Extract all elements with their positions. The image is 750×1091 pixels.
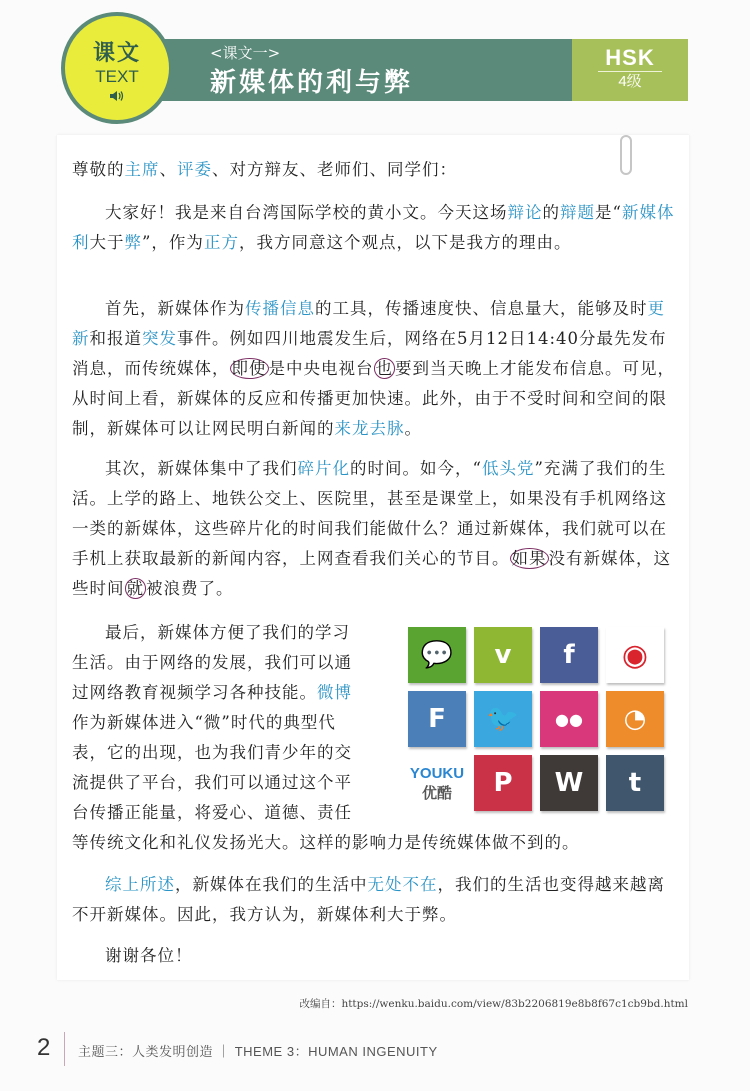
text-run: 被浪费了。: [146, 579, 234, 598]
text-run: ，新媒体在我们的生活中: [175, 875, 368, 894]
text-run: ”充满了我们的生活。上学的路上、地铁公交上、医院里，甚至是课堂上，如果没有手机网络这一类的新媒体，这些碎片化的时间我们能做什么？通过新媒体，我们就可以在手机上获取最新的新闻内容，上网查看我们关心的节目。: [72, 459, 667, 568]
closing: [72, 941, 680, 971]
text-run: 、对方辩友、老师们、同学们：: [212, 160, 457, 179]
grammar-word: 如果: [511, 549, 547, 568]
social-media-logos: [408, 627, 664, 813]
text-run: 生活。由于网络的发展，我们可以通: [72, 653, 352, 672]
text-run: 事件。例如四川地震发生后，网络在5月12日14:40分最先发布消息，而传统媒体，: [72, 329, 667, 378]
vocab-word: 新媒体利: [72, 203, 675, 252]
youku-cn-text: 优酷: [421, 785, 452, 802]
vocab-word: 微博: [317, 683, 352, 702]
vocab-word: 弊: [124, 233, 142, 252]
hsk-level-box: [572, 39, 688, 101]
text-run: 尊敬的: [72, 160, 125, 179]
vocab-word: 评委: [177, 160, 212, 179]
vocab-word: 正方: [203, 233, 239, 252]
text-run: 是中央电视台: [268, 359, 374, 378]
vocab-word: 传播信息: [245, 299, 315, 318]
paragraph-2-wrap: [72, 294, 680, 444]
vocab-word: 辩题: [560, 203, 595, 222]
text-run: 大家好！我是来自台湾国际学校的黄小文。今天这场: [105, 203, 508, 222]
vocab-word: 低头党: [481, 459, 535, 478]
text-run: 最后，新媒体方便了我们的学习: [105, 623, 350, 642]
text-run: 等传统文化和礼仪发扬光大。这样的影响力是传统媒体做不到的。: [72, 833, 580, 852]
wechat-icon: 💬: [408, 627, 466, 683]
text-run: 首先，新媒体作为: [105, 299, 245, 318]
text-run: 流提供了平台，我们可以通过这个平: [72, 773, 352, 792]
source-citation: 改编自：https://wenku.baidu.com/view/83b2206819e8b8f67c1cb9bd.html: [299, 998, 688, 1010]
text-run: 作为新媒体进入“微”时代的典型代: [72, 713, 336, 732]
grammar-word: 就: [126, 579, 144, 598]
vocab-word: 来龙去脉: [334, 419, 405, 438]
flickr-icon: ●●: [540, 691, 598, 747]
youku-text: YOUKU: [409, 765, 465, 782]
paragraph-2: [72, 294, 680, 444]
hsk-level: 4级: [598, 71, 662, 92]
text-run: 其次，新媒体集中了我们: [105, 459, 298, 478]
paragraph-4-line: [72, 828, 680, 858]
badge-cn: 课文: [92, 40, 141, 66]
text-run: 没有新媒体，这些时间: [72, 549, 671, 598]
text-run: 。: [404, 419, 422, 438]
lesson-title: 新媒体的利与弊: [210, 68, 414, 98]
text-run: 过网络教育视频学习各种技能。: [72, 683, 317, 702]
paragraph-5: [72, 870, 680, 930]
text-run: 表，它的出现，也为我们青少年的交: [72, 743, 352, 762]
vocab-word: 突发: [142, 329, 177, 348]
page-footer: [0, 1034, 750, 1064]
grammar-word: 也: [375, 359, 393, 378]
vocab-word: 综上所述: [105, 875, 175, 894]
page-number: 2: [37, 1034, 51, 1061]
paragraph-3-wrap: [72, 454, 680, 604]
text-run: 要到当天晚上才能发布信息。可见，从时间上看，新媒体的反应和传播更加快速。此外，由于不受时间和空间的限制，新媒体可以让网民明白新闻的: [72, 359, 675, 438]
text-run: 台传播正能量，将爱心、道德、责任: [72, 803, 352, 822]
grammar-word: 即使: [231, 359, 267, 378]
paragraph-1-wrap: [72, 198, 680, 258]
lesson-label: <课文一>: [210, 44, 281, 62]
salutation: [72, 155, 680, 185]
vocab-word: 碎片化: [297, 459, 350, 478]
paragraph-1: [72, 198, 680, 258]
text-run: 的: [542, 203, 560, 222]
text-run: 谢谢各位！: [105, 946, 193, 965]
rss-icon: ◔: [606, 691, 664, 747]
wikipedia-icon: W: [540, 755, 598, 811]
text-run: ，我方同意这个观点，以下是我方的理由。: [238, 233, 572, 252]
vocab-word: 主席: [124, 160, 160, 179]
text-badge: [61, 12, 173, 124]
text-run: ”，作为: [142, 233, 204, 252]
tumblr-icon: t: [606, 755, 664, 811]
closing-wrap: [72, 941, 680, 971]
vocab-word: 无处不在: [367, 875, 438, 894]
pinterest-icon: P: [474, 755, 532, 811]
weibo-icon: ◉: [606, 627, 664, 683]
text-run: 、: [159, 160, 177, 179]
twitter-icon: 🐦: [474, 691, 532, 747]
foursquare-icon: F: [408, 691, 466, 747]
text-run: 和报道: [89, 329, 142, 348]
hsk-label: HSK: [605, 45, 655, 70]
text-run: 大于: [89, 233, 125, 252]
text-run: 的工具，传播速度快、信息量大，能够及时: [315, 299, 648, 318]
badge-en: TEXT: [95, 67, 139, 86]
paragraph-3: [72, 454, 680, 604]
footer-divider: [64, 1032, 65, 1066]
speaker-icon[interactable]: [65, 89, 169, 106]
theme-label: 主题三：人类发明创造 ｜ THEME 3：HUMAN INGENUITY: [78, 1044, 438, 1059]
youku-logo: [408, 755, 466, 811]
vocab-word: 更新: [72, 299, 665, 348]
paragraph-5-wrap: [72, 870, 680, 930]
facebook-icon: f: [540, 627, 598, 683]
text-run: 是“: [595, 203, 622, 222]
text-run: ，我们的生活也变得越来越离不开新媒体。因此，我方认为，新媒体利大于弊。: [72, 875, 665, 924]
vine-icon: v: [474, 627, 532, 683]
text-run: 的时间。如今，“: [350, 459, 482, 478]
vocab-word: 辩论: [507, 203, 543, 222]
